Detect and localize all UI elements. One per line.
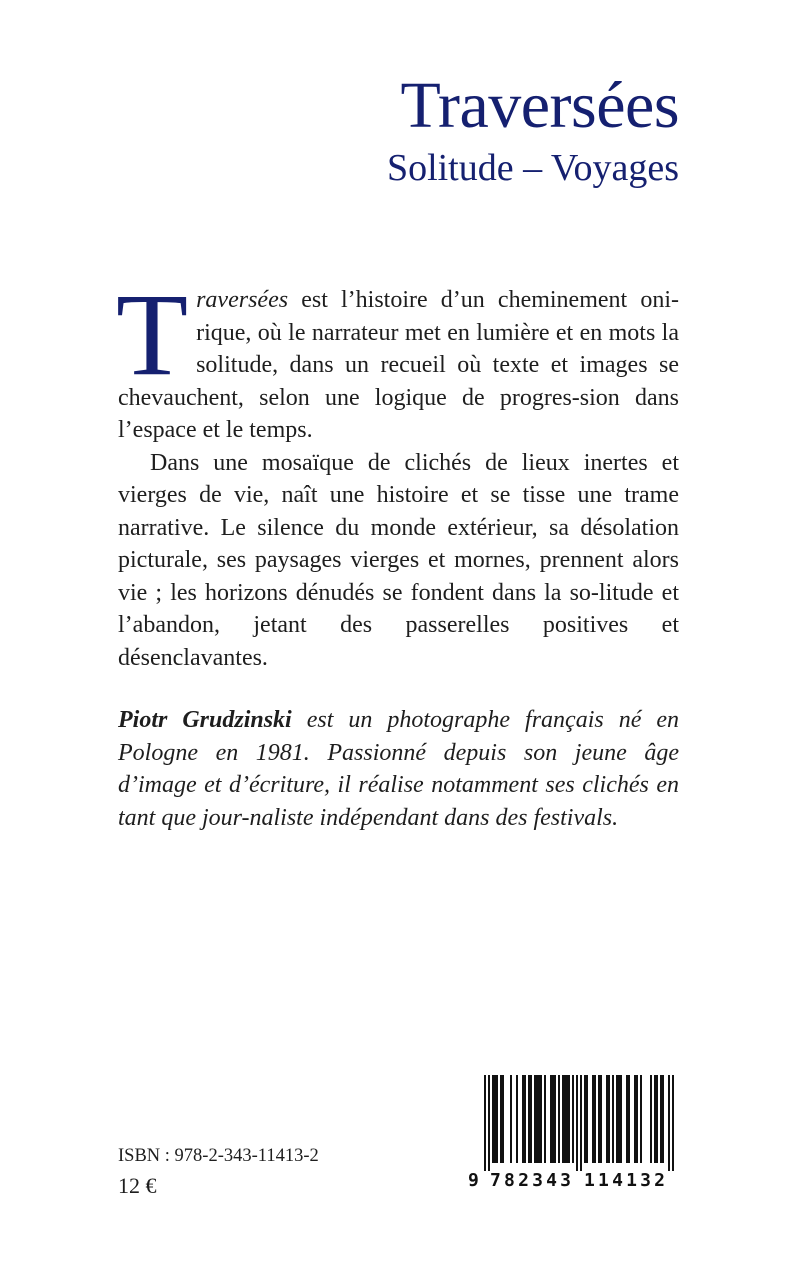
barcode-bar (566, 1075, 568, 1163)
barcode-bar (538, 1075, 540, 1163)
summary-title-italic: raversées (196, 287, 289, 313)
barcode-bar (572, 1075, 574, 1163)
barcode-bar (510, 1075, 512, 1163)
barcode-bar (660, 1075, 662, 1163)
barcode-bar (500, 1075, 502, 1163)
summary-paragraph-1 (116, 269, 679, 447)
barcode-guard-bar (484, 1075, 486, 1171)
barcode-guard-bar (488, 1075, 490, 1171)
drop-cap: T (116, 269, 189, 400)
barcode-bar (626, 1075, 628, 1163)
barcode-bar (554, 1075, 556, 1163)
author-bio (118, 704, 679, 834)
summary-paragraph-2: Dans une mosaïque de clichés de lieux inertes et vierges de vie, naît une histoire et se tisse une trame narrative. Le silence du monde extérieur, sa désolation picturale, ses paysages vierges et mornes, prennent alors vie ; les horizons dénudés se fondent dans la so-litude et l’abandon, jetant des passerelles positives et désenclavantes. (118, 449, 679, 671)
barcode-bar (562, 1075, 564, 1163)
barcode-bar (654, 1075, 656, 1163)
barcode-left-group: 782343 (490, 1170, 575, 1191)
barcode-bar (598, 1075, 600, 1163)
barcode-bar (522, 1075, 524, 1163)
barcode-bar (552, 1075, 554, 1163)
barcode-bar (656, 1075, 658, 1163)
barcode-bar (584, 1075, 586, 1163)
author-bio-text: est un photographe français né en Pologne en 1981. Passionné depuis son jeune âge d’image et d’écriture, il réalise notamment ses clichés en tant que jour-naliste indépendant dans des festivals. (118, 707, 679, 831)
author-name: Piotr Grudzinski (118, 707, 292, 733)
isbn: ISBN : 978-2-343-11413-2 (118, 1146, 319, 1166)
barcode-bar (612, 1075, 614, 1163)
barcode-guard-bar (672, 1075, 674, 1171)
barcode-bar (568, 1075, 570, 1163)
barcode-bar (600, 1075, 602, 1163)
barcode-bar (540, 1075, 542, 1163)
barcode-bar (558, 1075, 560, 1163)
barcode-bar (494, 1075, 496, 1163)
barcode-bar (640, 1075, 642, 1163)
barcode-bar (608, 1075, 610, 1163)
barcode-bar (662, 1075, 664, 1163)
barcode-bar (528, 1075, 530, 1163)
barcode-bar (536, 1075, 538, 1163)
barcode-digits (466, 1169, 682, 1193)
barcode-bar (594, 1075, 596, 1163)
barcode-bar (636, 1075, 638, 1163)
barcode-bar (496, 1075, 498, 1163)
barcode-bar (502, 1075, 504, 1163)
barcode-bar (516, 1075, 518, 1163)
barcode-guard-bar (580, 1075, 582, 1171)
barcode-bar (620, 1075, 622, 1163)
barcode-bar (534, 1075, 536, 1163)
barcode-bar (606, 1075, 608, 1163)
barcode-bar (586, 1075, 588, 1163)
barcode-bar (616, 1075, 618, 1163)
barcode (466, 1075, 682, 1193)
barcode-bar (550, 1075, 552, 1163)
barcode-bar (618, 1075, 620, 1163)
barcode-guard-bar (668, 1075, 670, 1171)
barcode-first-digit: 9 (468, 1170, 479, 1191)
book-subtitle: Solitude – Voyages (386, 147, 679, 189)
barcode-bar (564, 1075, 566, 1163)
barcode-bar (634, 1075, 636, 1163)
barcode-bar (592, 1075, 594, 1163)
barcode-bar (492, 1075, 494, 1163)
barcode-right-group: 114132 (584, 1170, 669, 1191)
barcode-bar (628, 1075, 630, 1163)
barcode-bar (544, 1075, 546, 1163)
barcode-bar (530, 1075, 532, 1163)
summary-paragraph-1-text: est l’histoire d’un cheminement oni-rique, où le narrateur met en lumière et en mots la solitude, dans un recueil où texte et images se chevauchent, selon une logique de progres-sion dans l’espace et le temps. (118, 287, 679, 443)
barcode-bar (524, 1075, 526, 1163)
book-title: Traversées (400, 69, 679, 142)
barcode-bars (466, 1075, 682, 1171)
price: 12 € (118, 1173, 157, 1198)
summary-text (116, 269, 679, 674)
barcode-bar (650, 1075, 652, 1163)
barcode-guard-bar (576, 1075, 578, 1171)
